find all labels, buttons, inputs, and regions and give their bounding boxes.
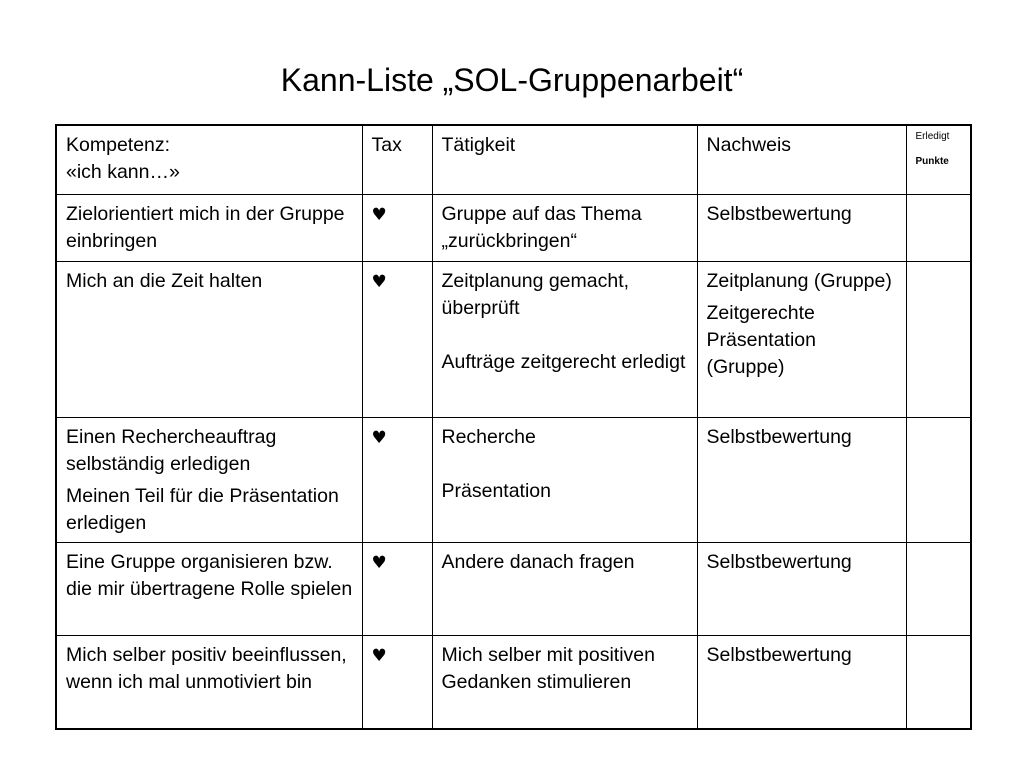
cell-erledigt[interactable] [906, 195, 971, 262]
header-erledigt-label: Erledigt [915, 131, 950, 142]
cell-nachweis [697, 418, 906, 543]
header-tax: Tax [362, 125, 432, 195]
table-row [56, 636, 971, 730]
cell-kompetenz [56, 195, 362, 262]
cell-nachweis [697, 636, 906, 730]
cell-taetigkeit [432, 418, 697, 543]
cell-tax [362, 543, 432, 636]
cell-kompetenz [56, 543, 362, 636]
cell-kompetenz [56, 262, 362, 418]
kompetenz-text: Mich an die Zeit halten [66, 270, 263, 292]
heart-icon: ♥ [371, 553, 387, 573]
cell-kompetenz [56, 636, 362, 730]
header-nachweis: Nachweis [697, 125, 906, 195]
heart-icon: ♥ [371, 428, 387, 448]
taetigkeit-text: Mich selber mit positiven Gedanken stimulieren [441, 644, 655, 693]
table-row [56, 543, 971, 636]
page-title: Kann-Liste „SOL-Gruppenarbeit“ [280, 62, 744, 98]
kompetenz-text: Eine Gruppe organisieren bzw. die mir übertragene Rolle spielen [66, 551, 353, 600]
table-row [56, 262, 971, 418]
taetigkeit-text: Präsentation [441, 480, 551, 502]
cell-taetigkeit [432, 195, 697, 262]
heart-icon: ♥ [371, 646, 387, 666]
header-kompetenz [56, 125, 362, 195]
cell-erledigt[interactable] [906, 262, 971, 418]
cell-erledigt[interactable] [906, 543, 971, 636]
cell-erledigt[interactable] [906, 636, 971, 730]
kompetenz-text: Mich selber positiv beeinflussen, wenn ich mal unmotiviert bin [66, 644, 347, 693]
table-row [56, 195, 971, 262]
cell-tax [362, 195, 432, 262]
kompetenz-text: Einen Rechercheauftrag selbständig erledigen [66, 426, 277, 475]
nachweis-text: Selbstbewertung [706, 203, 852, 225]
cell-nachweis [697, 195, 906, 262]
heart-icon: ♥ [371, 205, 387, 225]
kompetenz-text: Meinen Teil für die Präsentation erledigen [66, 485, 339, 534]
nachweis-text: Selbstbewertung [706, 551, 852, 573]
header-erledigt [906, 125, 971, 195]
taetigkeit-text: Zeitplanung gemacht, überprüft [441, 270, 630, 319]
taetigkeit-text: Aufträge zeitgerecht erledigt [441, 351, 686, 373]
taetigkeit-text: Recherche [441, 426, 536, 448]
table-header-row [56, 125, 971, 195]
cell-taetigkeit [432, 543, 697, 636]
nachweis-text: Selbstbewertung [706, 426, 852, 448]
taetigkeit-text: Andere danach fragen [441, 551, 635, 573]
nachweis-text: Selbstbewertung [706, 644, 852, 666]
taetigkeit-text: Gruppe auf das Thema „zurückbringen“ [441, 203, 642, 252]
kann-liste-table [55, 124, 972, 730]
nachweis-text: Zeitgerechte Präsentation (Gruppe) [706, 302, 816, 378]
cell-nachweis [697, 543, 906, 636]
cell-erledigt[interactable] [906, 418, 971, 543]
header-kompetenz-line: «ich kann…» [66, 161, 180, 183]
cell-tax [362, 636, 432, 730]
table-row [56, 418, 971, 543]
header-kompetenz-line: Kompetenz: [66, 134, 171, 156]
cell-tax [362, 418, 432, 543]
header-taetigkeit: Tätigkeit [432, 125, 697, 195]
cell-tax [362, 262, 432, 418]
cell-kompetenz [56, 418, 362, 543]
heart-icon: ♥ [371, 272, 387, 292]
cell-taetigkeit [432, 636, 697, 730]
nachweis-text: Zeitplanung (Gruppe) [706, 270, 892, 292]
cell-nachweis [697, 262, 906, 418]
kompetenz-text: Zielorientiert mich in der Gruppe einbringen [66, 203, 345, 252]
header-punkte-label: Punkte [915, 156, 949, 167]
cell-taetigkeit [432, 262, 697, 418]
